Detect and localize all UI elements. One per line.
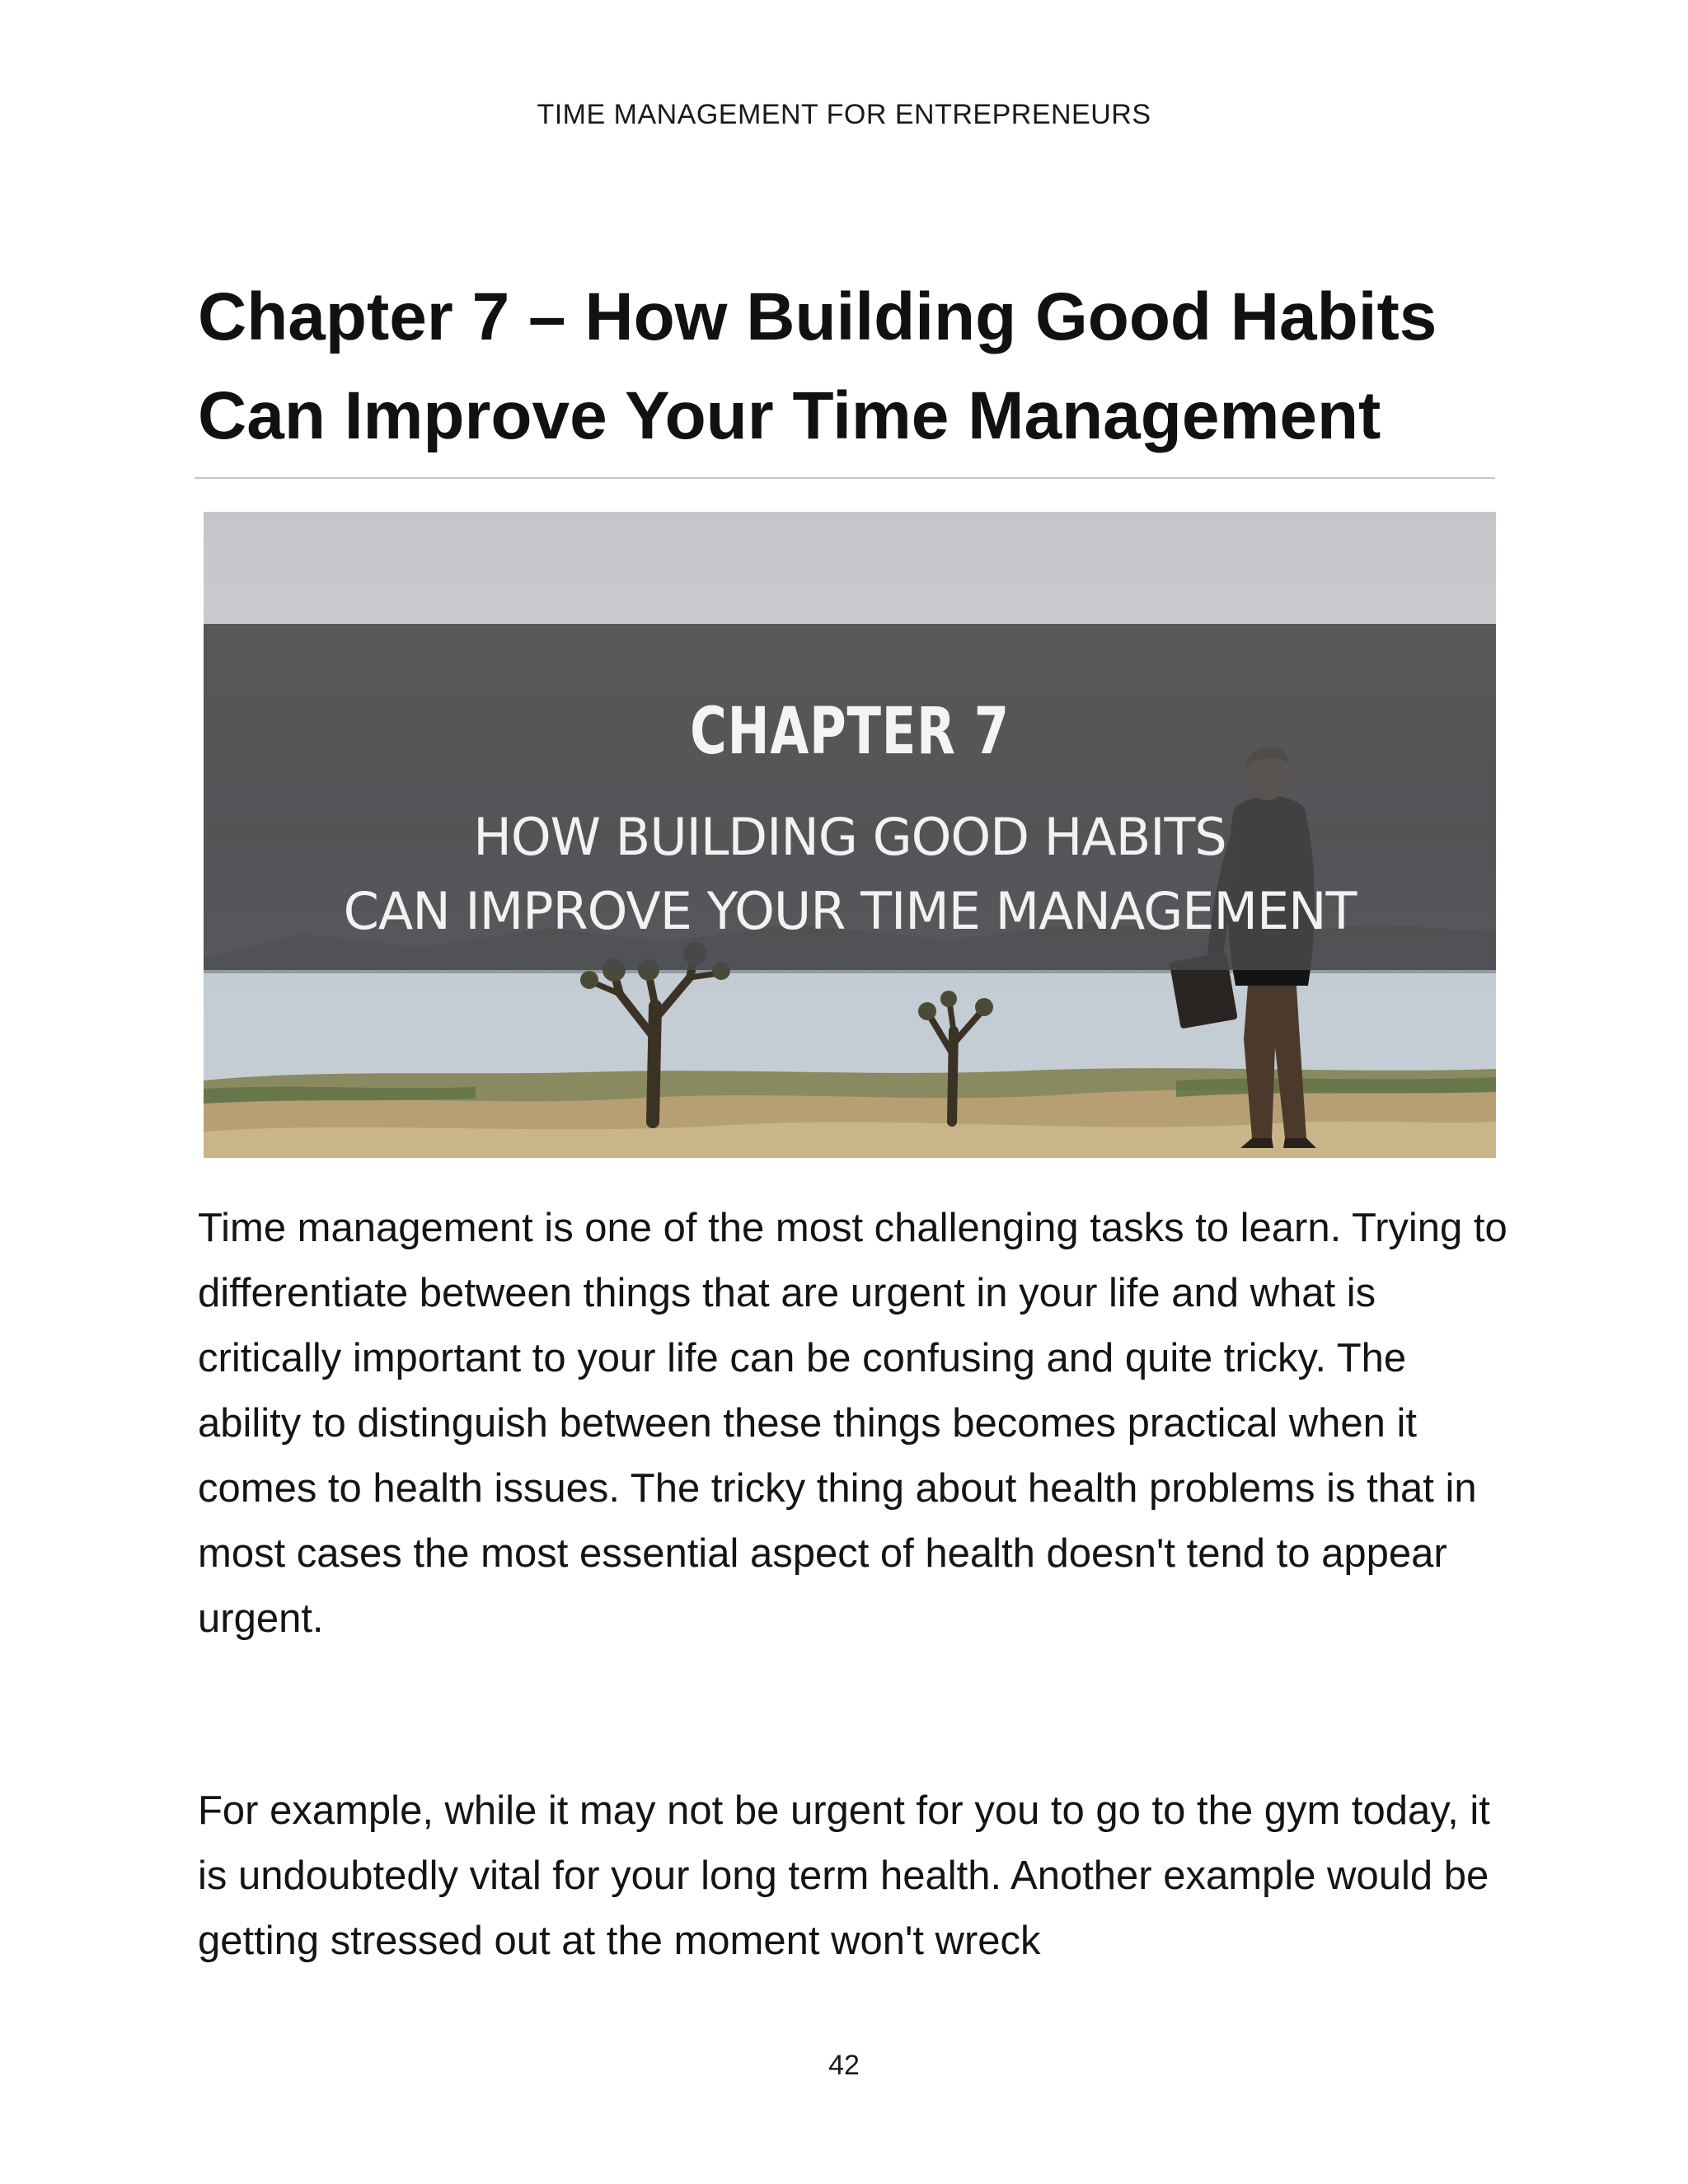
running-header: TIME MANAGEMENT FOR ENTREPRENEURS: [537, 99, 1151, 130]
body-paragraph: Time management is one of the most challenging tasks to learn. Trying to differentiate between things that are urgent in your life and what is critically important to your life can be confusing and quite tricky. The ability to distinguish between these things becomes practical when it comes to health issues. The tricky thing about health problems is that in most cases the most essential aspect of health doesn't tend to appear urgent.: [198, 1206, 1507, 1641]
chapter-title: Chapter 7 – How Building Good Habits Can Improve Your Time Management: [198, 279, 1437, 453]
banner-title-line-2: CAN IMPROVE YOUR TIME MANAGEMENT: [343, 881, 1357, 941]
chapter-banner-image: [204, 512, 1496, 1158]
banner-title-line-1: HOW BUILDING GOOD HABITS: [473, 807, 1226, 867]
page-number: 42: [828, 2050, 860, 2081]
title-divider: [195, 477, 1495, 479]
banner-chapter-label: CHAPTER 7: [690, 695, 1010, 769]
body-paragraph: For example, while it may not be urgent for you to go to the gym today, it is undoubtedly vital for your long term health. Another example would be getting stressed out at the moment won't wreck: [198, 1788, 1490, 1963]
